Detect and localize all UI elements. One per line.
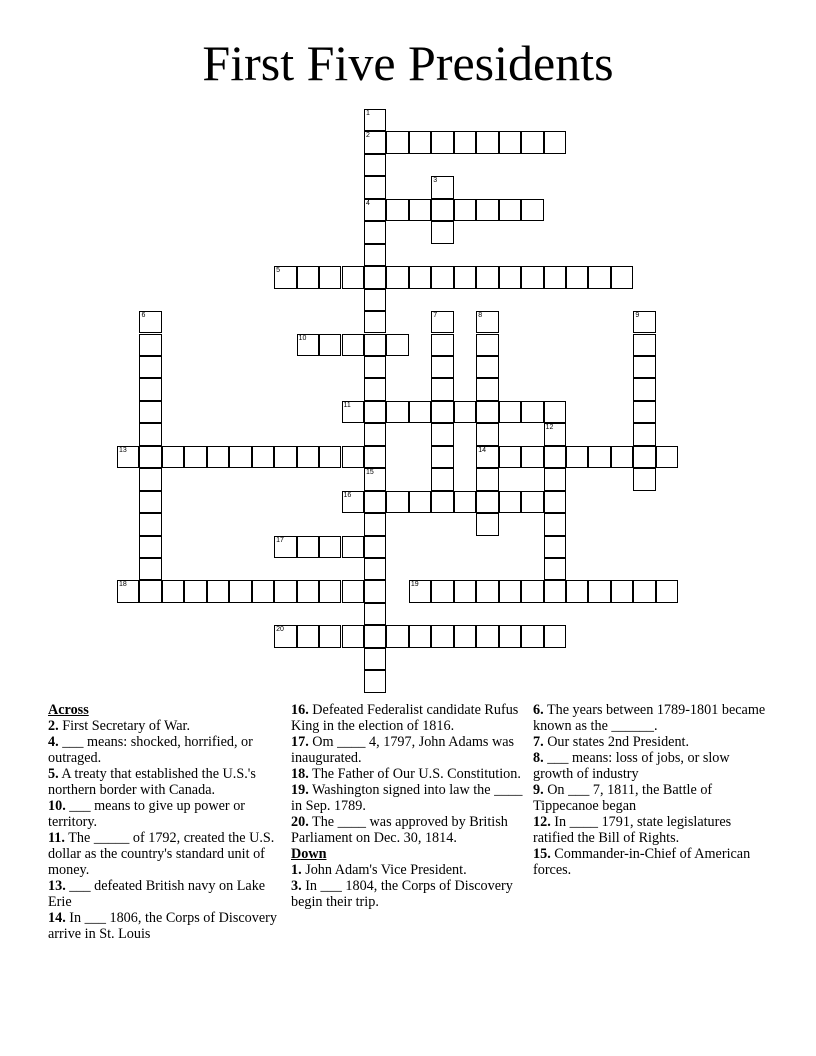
grid-cell[interactable] <box>364 423 386 445</box>
grid-cell[interactable] <box>364 289 386 311</box>
clue-across-16: 16. Defeated Federalist candidate Rufus King in the election of 1816. <box>291 702 519 734</box>
grid-cell[interactable] <box>342 446 364 468</box>
grid-cell[interactable] <box>521 446 543 468</box>
grid-cell[interactable] <box>431 356 453 378</box>
clue-across-13: 13. ___ defeated British navy on Lake Erie <box>48 878 266 910</box>
grid-cell[interactable] <box>274 580 296 602</box>
grid-cell[interactable] <box>319 625 341 647</box>
grid-cell[interactable] <box>139 468 161 490</box>
grid-cell[interactable] <box>544 423 566 445</box>
grid-cell[interactable] <box>431 311 453 333</box>
grid-cell[interactable] <box>139 311 161 333</box>
clue-column-3 <box>533 702 769 878</box>
grid-cell[interactable] <box>342 491 364 513</box>
clue-across-19: 19. Washington signed into law the ____ in Sep. 1789. <box>291 782 523 814</box>
grid-cell[interactable] <box>499 446 521 468</box>
clue-across-4: 4. ___ means: shocked, horrified, or outraged. <box>48 734 253 766</box>
grid-cell[interactable] <box>364 334 386 356</box>
grid-cell[interactable] <box>566 446 588 468</box>
grid-cell[interactable] <box>139 513 161 535</box>
grid-cell[interactable] <box>544 536 566 558</box>
grid-cell[interactable] <box>544 266 566 288</box>
clue-number: 12 <box>545 424 554 432</box>
grid-cell[interactable] <box>409 266 431 288</box>
grid-cell[interactable] <box>364 648 386 670</box>
grid-cell[interactable] <box>633 423 655 445</box>
grid-cell[interactable] <box>364 266 386 288</box>
clue-down-1: 1. John Adam's Vice President. <box>291 862 467 878</box>
down-heading: Down <box>291 846 327 862</box>
grid-cell[interactable] <box>364 580 386 602</box>
grid-cell[interactable] <box>207 446 229 468</box>
grid-cell[interactable] <box>319 536 341 558</box>
grid-cell[interactable] <box>139 446 161 468</box>
grid-cell[interactable] <box>297 536 319 558</box>
across-heading: Across <box>48 702 89 718</box>
grid-cell[interactable] <box>319 446 341 468</box>
grid-cell[interactable] <box>476 356 498 378</box>
grid-cell[interactable] <box>364 446 386 468</box>
grid-cell[interactable] <box>476 491 498 513</box>
grid-cell[interactable] <box>431 625 453 647</box>
clue-number: 7 <box>433 312 438 320</box>
grid-cell[interactable] <box>544 446 566 468</box>
clue-down-9: 9. On ___ 7, 1811, the Battle of Tippecanoe began <box>533 782 713 814</box>
grid-cell[interactable] <box>252 446 274 468</box>
grid-cell[interactable] <box>364 401 386 423</box>
grid-cell[interactable] <box>117 580 139 602</box>
grid-cell[interactable] <box>274 536 296 558</box>
grid-cell[interactable] <box>364 109 386 131</box>
grid-cell[interactable] <box>386 625 408 647</box>
grid-cell[interactable] <box>342 266 364 288</box>
grid-cell[interactable] <box>364 536 386 558</box>
grid-cell[interactable] <box>431 199 453 221</box>
grid-cell[interactable] <box>476 513 498 535</box>
grid-cell[interactable] <box>633 580 655 602</box>
grid-cell[interactable] <box>162 446 184 468</box>
clue-number: 5 <box>276 267 281 275</box>
grid-cell[interactable] <box>544 580 566 602</box>
grid-cell[interactable] <box>521 131 543 153</box>
grid-cell[interactable] <box>386 131 408 153</box>
clue-across-20: 20. The ____ was approved by British Parliament on Dec. 30, 1814. <box>291 814 508 846</box>
clue-across-18: 18. The Father of Our U.S. Constitution. <box>291 766 521 782</box>
grid-cell[interactable] <box>274 266 296 288</box>
clue-number: 2 <box>365 132 370 140</box>
grid-cell[interactable] <box>319 580 341 602</box>
grid-cell[interactable] <box>139 334 161 356</box>
clue-number: 9 <box>635 312 640 320</box>
clue-across-10: 10. ___ means to give up power or territory. <box>48 798 246 830</box>
grid-cell[interactable] <box>139 356 161 378</box>
grid-cell[interactable] <box>431 266 453 288</box>
grid-cell[interactable] <box>656 446 678 468</box>
grid-cell[interactable] <box>364 154 386 176</box>
grid-cell[interactable] <box>409 491 431 513</box>
grid-cell[interactable] <box>544 468 566 490</box>
grid-cell[interactable] <box>633 401 655 423</box>
grid-cell[interactable] <box>117 446 139 468</box>
grid-cell[interactable] <box>409 625 431 647</box>
grid-cell[interactable] <box>274 446 296 468</box>
clue-number: 8 <box>478 312 483 320</box>
grid-cell[interactable] <box>499 625 521 647</box>
clue-down-15: 15. Commander-in-Chief of American forces. <box>533 846 751 878</box>
clue-down-3: 3. In ___ 1804, the Corps of Discovery begin their trip. <box>291 878 513 910</box>
grid-cell[interactable] <box>566 266 588 288</box>
grid-cell[interactable] <box>364 558 386 580</box>
grid-cell[interactable] <box>566 580 588 602</box>
grid-cell[interactable] <box>297 266 319 288</box>
grid-cell[interactable] <box>386 401 408 423</box>
grid-cell[interactable] <box>633 311 655 333</box>
grid-cell[interactable] <box>499 491 521 513</box>
grid-cell[interactable] <box>476 378 498 400</box>
grid-cell[interactable] <box>431 401 453 423</box>
grid-cell[interactable] <box>544 401 566 423</box>
grid-cell[interactable] <box>319 266 341 288</box>
grid-cell[interactable] <box>454 266 476 288</box>
grid-cell[interactable] <box>386 491 408 513</box>
grid-cell[interactable] <box>139 558 161 580</box>
grid-cell[interactable] <box>521 401 543 423</box>
grid-cell[interactable] <box>454 199 476 221</box>
grid-cell[interactable] <box>409 199 431 221</box>
grid-cell[interactable] <box>476 625 498 647</box>
grid-cell[interactable] <box>364 221 386 243</box>
grid-cell[interactable] <box>364 244 386 266</box>
grid-cell[interactable] <box>454 401 476 423</box>
clue-down-12: 12. In ____ 1791, state legislatures ratified the Bill of Rights. <box>533 814 732 846</box>
clue-number: 19 <box>410 581 419 589</box>
clue-column-2 <box>291 702 529 910</box>
grid-cell[interactable] <box>431 446 453 468</box>
grid-cell[interactable] <box>342 334 364 356</box>
grid-cell[interactable] <box>454 580 476 602</box>
grid-cell[interactable] <box>364 131 386 153</box>
grid-cell[interactable] <box>431 131 453 153</box>
grid-cell[interactable] <box>139 580 161 602</box>
clue-number: 3 <box>433 177 438 185</box>
grid-cell[interactable] <box>476 311 498 333</box>
grid-cell[interactable] <box>139 536 161 558</box>
grid-cell[interactable] <box>431 468 453 490</box>
grid-cell[interactable] <box>611 266 633 288</box>
grid-cell[interactable] <box>633 468 655 490</box>
grid-cell[interactable] <box>364 468 386 490</box>
grid-cell[interactable] <box>476 199 498 221</box>
grid-cell[interactable] <box>139 423 161 445</box>
grid-cell[interactable] <box>342 401 364 423</box>
grid-cell[interactable] <box>297 446 319 468</box>
clue-number: 20 <box>276 626 284 634</box>
puzzle-title: First Five Presidents <box>202 35 614 91</box>
grid-cell[interactable] <box>364 378 386 400</box>
grid-cell[interactable] <box>544 513 566 535</box>
grid-cell[interactable] <box>274 625 296 647</box>
grid-cell[interactable] <box>611 446 633 468</box>
clue-down-6: 6. The years between 1789-1801 became known as the ______. <box>533 702 766 734</box>
clue-column-1 <box>48 702 284 942</box>
grid-cell[interactable] <box>431 221 453 243</box>
grid-cell[interactable] <box>431 334 453 356</box>
grid-cell[interactable] <box>588 446 610 468</box>
grid-cell[interactable] <box>139 491 161 513</box>
grid-cell[interactable] <box>297 625 319 647</box>
grid-cell[interactable] <box>297 334 319 356</box>
clue-number: 14 <box>478 446 486 454</box>
grid-cell[interactable] <box>544 558 566 580</box>
grid-cell[interactable] <box>521 625 543 647</box>
grid-cell[interactable] <box>364 513 386 535</box>
grid-cell[interactable] <box>364 356 386 378</box>
grid-cell[interactable] <box>431 378 453 400</box>
grid-cell[interactable] <box>364 603 386 625</box>
grid-cell[interactable] <box>431 491 453 513</box>
grid-cell[interactable] <box>364 625 386 647</box>
clue-across-17: 17. Om ____ 4, 1797, John Adams was inaugurated. <box>291 734 515 766</box>
grid-cell[interactable] <box>139 401 161 423</box>
grid-cell[interactable] <box>162 580 184 602</box>
grid-cell[interactable] <box>521 491 543 513</box>
grid-cell[interactable] <box>252 580 274 602</box>
grid-cell[interactable] <box>544 491 566 513</box>
grid-cell[interactable] <box>364 311 386 333</box>
grid-cell[interactable] <box>364 176 386 198</box>
clue-number: 18 <box>119 581 127 589</box>
grid-cell[interactable] <box>297 580 319 602</box>
grid-cell[interactable] <box>656 580 678 602</box>
grid-cell[interactable] <box>521 199 543 221</box>
clue-across-5: 5. A treaty that established the U.S.'s northern border with Canada. <box>48 766 256 798</box>
grid-cell[interactable] <box>633 356 655 378</box>
grid-cell[interactable] <box>431 176 453 198</box>
clue-across-11: 11. The _____ of 1792, created the U.S. dollar as the country's standard unit of money. <box>48 830 275 878</box>
clue-down-7: 7. Our states 2nd President. <box>533 734 690 750</box>
grid-cell[interactable] <box>499 401 521 423</box>
grid-cell[interactable] <box>588 580 610 602</box>
grid-cell[interactable] <box>476 423 498 445</box>
grid-cell[interactable] <box>476 468 498 490</box>
grid-cell[interactable] <box>342 580 364 602</box>
grid-cell[interactable] <box>544 131 566 153</box>
grid-cell[interactable] <box>342 625 364 647</box>
clue-across-14: 14. In ___ 1806, the Corps of Discovery arrive in St. Louis <box>48 910 277 942</box>
grid-cell[interactable] <box>521 580 543 602</box>
grid-cell[interactable] <box>454 625 476 647</box>
grid-cell[interactable] <box>207 580 229 602</box>
grid-cell[interactable] <box>476 580 498 602</box>
grid-cell[interactable] <box>342 536 364 558</box>
grid-cell[interactable] <box>633 334 655 356</box>
grid-cell[interactable] <box>386 199 408 221</box>
grid-cell[interactable] <box>139 378 161 400</box>
grid-cell[interactable] <box>454 131 476 153</box>
grid-cell[interactable] <box>184 580 206 602</box>
clue-number: 1 <box>365 110 370 117</box>
grid-cell[interactable] <box>633 378 655 400</box>
grid-cell[interactable] <box>184 446 206 468</box>
grid-cell[interactable] <box>476 401 498 423</box>
grid-cell[interactable] <box>476 266 498 288</box>
clue-number: 13 <box>119 446 127 454</box>
grid-cell[interactable] <box>476 334 498 356</box>
grid-cell[interactable] <box>364 199 386 221</box>
clue-number: 16 <box>343 491 352 499</box>
clue-across-2: 2. First Secretary of War. <box>48 718 191 734</box>
grid-cell[interactable] <box>409 401 431 423</box>
clue-number: 11 <box>343 401 351 409</box>
grid-cell[interactable] <box>386 334 408 356</box>
clue-down-8: 8. ___ means: loss of jobs, or slow growth of industry <box>533 750 730 782</box>
grid-cell[interactable] <box>431 423 453 445</box>
grid-cell[interactable] <box>476 131 498 153</box>
clue-number: 17 <box>276 536 284 544</box>
grid-cell[interactable] <box>521 266 543 288</box>
grid-cell[interactable] <box>499 266 521 288</box>
grid-cell[interactable] <box>364 491 386 513</box>
clue-number: 15 <box>365 469 374 477</box>
grid-cell[interactable] <box>633 446 655 468</box>
clue-number: 4 <box>365 199 370 207</box>
grid-cell[interactable] <box>229 446 251 468</box>
grid-cell[interactable] <box>476 446 498 468</box>
grid-cell[interactable] <box>409 131 431 153</box>
grid-cell[interactable] <box>386 266 408 288</box>
grid-cell[interactable] <box>229 580 251 602</box>
grid-cell[interactable] <box>499 199 521 221</box>
grid-cell[interactable] <box>499 580 521 602</box>
grid-cell[interactable] <box>431 580 453 602</box>
grid-cell[interactable] <box>499 131 521 153</box>
clue-number: 6 <box>141 312 146 320</box>
grid-cell[interactable] <box>611 580 633 602</box>
grid-cell[interactable] <box>588 266 610 288</box>
clue-number: 10 <box>298 334 307 342</box>
grid-cell[interactable] <box>409 580 431 602</box>
grid-cell[interactable] <box>544 625 566 647</box>
grid-cell[interactable] <box>319 334 341 356</box>
grid-cell[interactable] <box>364 670 386 692</box>
grid-cell[interactable] <box>454 491 476 513</box>
